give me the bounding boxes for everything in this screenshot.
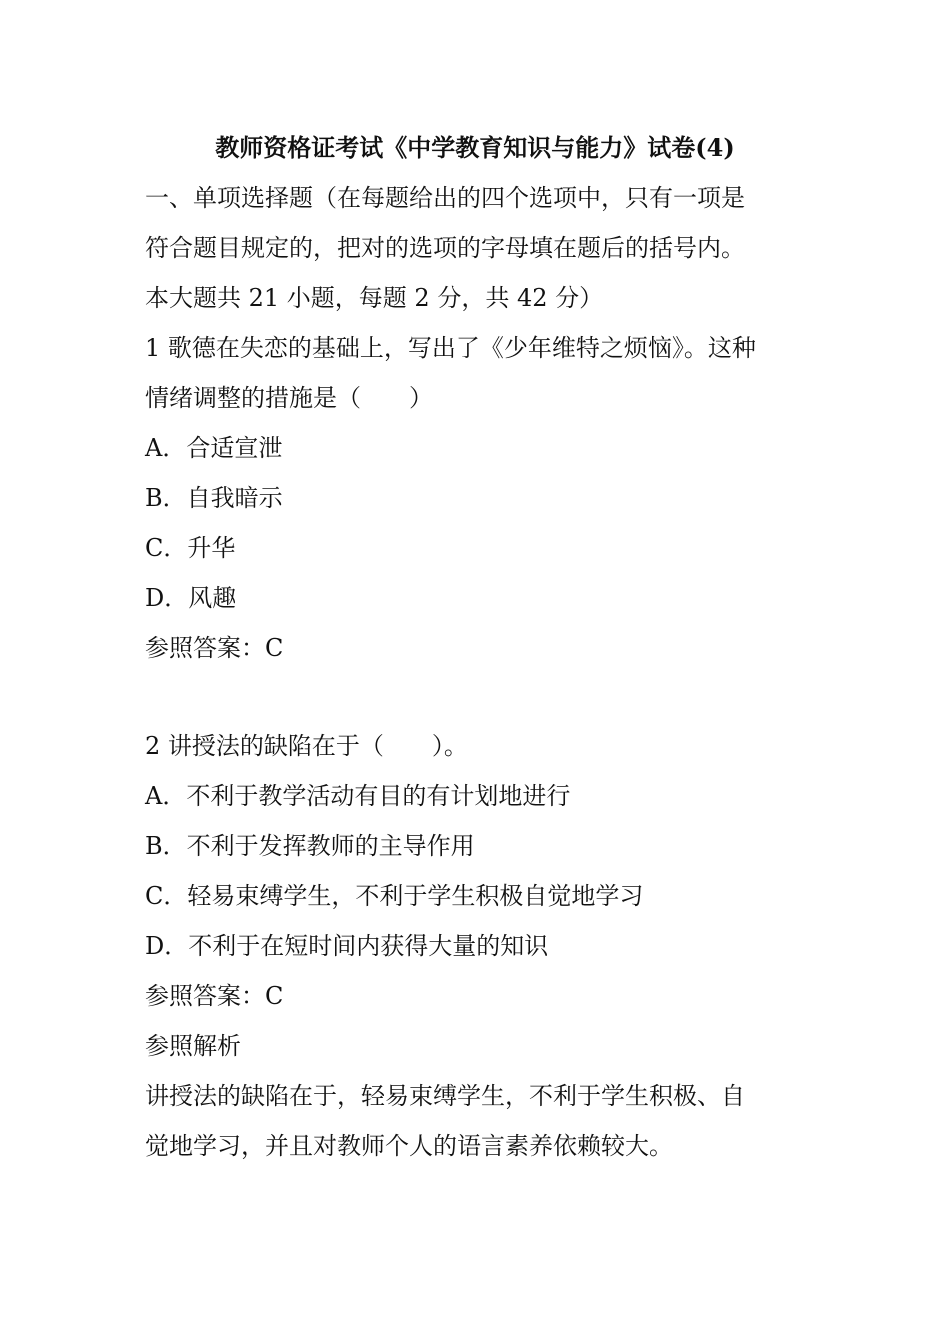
question-2-option-b: B．不利于发挥教师的主导作用 xyxy=(145,832,475,860)
question-2-option-d: D．不利于在短时间内获得大量的知识 xyxy=(145,932,549,960)
question-1-option-d: D．风趣 xyxy=(145,584,237,612)
question-1-option-b: B．自我暗示 xyxy=(145,484,283,512)
question-1-option-a: A．合适宣泄 xyxy=(145,434,283,462)
question-1-answer: 参照答案：C xyxy=(145,634,284,662)
question-2-analysis-line-1: 讲授法的缺陷在于，轻易束缚学生，不利于学生积极、自 xyxy=(145,1082,745,1110)
question-1-option-c: C．升华 xyxy=(145,534,236,562)
document-title: 教师资格证考试《中学教育知识与能力》试卷(4) xyxy=(215,133,735,162)
question-2-analysis-line-2: 觉地学习，并且对教师个人的语言素养依赖较大。 xyxy=(145,1132,673,1160)
question-2-stem-line-1: 2 讲授法的缺陷在于（ ）。 xyxy=(145,732,468,760)
question-2-option-c: C．轻易束缚学生，不利于学生积极自觉地学习 xyxy=(145,882,644,910)
question-2-answer: 参照答案：C xyxy=(145,982,284,1010)
question-2-option-a: A．不利于教学活动有目的有计划地进行 xyxy=(145,782,571,810)
section-heading-line-1: 一、单项选择题（在每题给出的四个选项中，只有一项是 xyxy=(145,184,745,212)
section-heading-line-3: 本大题共 21 小题，每题 2 分，共 42 分） xyxy=(145,284,604,312)
section-heading-line-2: 符合题目规定的，把对的选项的字母填在题后的括号内。 xyxy=(145,234,745,262)
question-1-stem-line-1: 1 歌德在失恋的基础上，写出了《少年维特之烦恼》。这种 xyxy=(145,334,756,362)
question-2-analysis-heading: 参照解析 xyxy=(145,1032,241,1060)
question-1-stem-line-2: 情绪调整的措施是（ ） xyxy=(145,384,433,412)
